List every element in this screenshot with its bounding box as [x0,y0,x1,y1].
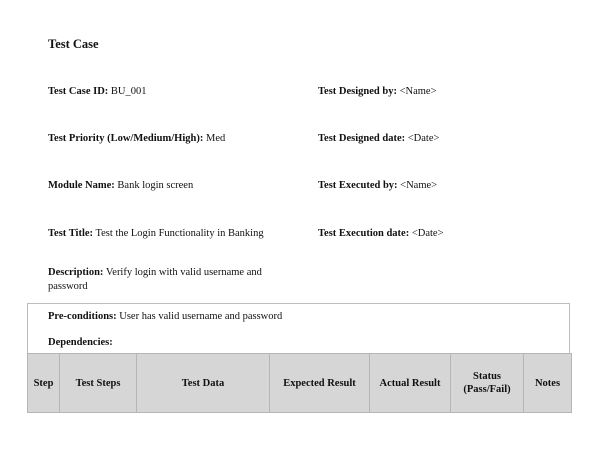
preconditions-field [48,310,282,324]
preconditions-box [27,303,570,354]
field-value: Bank login screen [117,180,194,191]
test-title-field [48,227,264,241]
column-header-status: Status (Pass/Fail) [451,354,524,413]
field-value: <Date> [411,228,444,239]
field-value: Test the Login Functionality in Banking [95,228,264,239]
description-field [48,266,293,294]
field-value: <Date> [407,133,440,144]
column-header-expected-result: Expected Result [270,354,370,413]
field-label: Test Priority (Low/Medium/High): [48,133,204,144]
test-steps-table [27,353,572,413]
field-value: Verify login with valid username and password [48,267,262,292]
field-label: Test Designed date: [318,133,406,144]
field-label: Test Executed by: [318,180,398,191]
field-value: Med [205,133,226,144]
field-label: Dependencies: [48,337,113,348]
field-label: Module Name: [48,180,115,191]
test-execution-date-field [318,227,444,241]
field-label: Pre-conditions: [48,311,117,322]
column-header-test-data: Test Data [137,354,270,413]
document-title: Test Case [48,37,99,51]
test-designed-by-field [318,85,437,99]
column-header-notes: Notes [524,354,572,413]
field-value: BU_001 [110,86,147,97]
field-label: Test Execution date: [318,228,410,239]
field-value: <Name> [399,86,437,97]
table-header-row [28,354,572,413]
test-designed-date-field [318,132,439,146]
field-label: Test Title: [48,228,94,239]
field-value: User has valid username and password [119,311,283,322]
test-priority-field [48,132,225,146]
field-label: Description: [48,267,104,278]
dependencies-field [48,336,113,350]
field-value: <Name> [400,180,438,191]
field-label: Test Case ID: [48,86,109,97]
column-header-step: Step [28,354,60,413]
test-case-id-field [48,85,147,99]
column-header-actual-result: Actual Result [370,354,451,413]
module-name-field [48,179,193,193]
column-header-test-steps: Test Steps [60,354,137,413]
test-executed-by-field [318,179,437,193]
field-label: Test Designed by: [318,86,397,97]
